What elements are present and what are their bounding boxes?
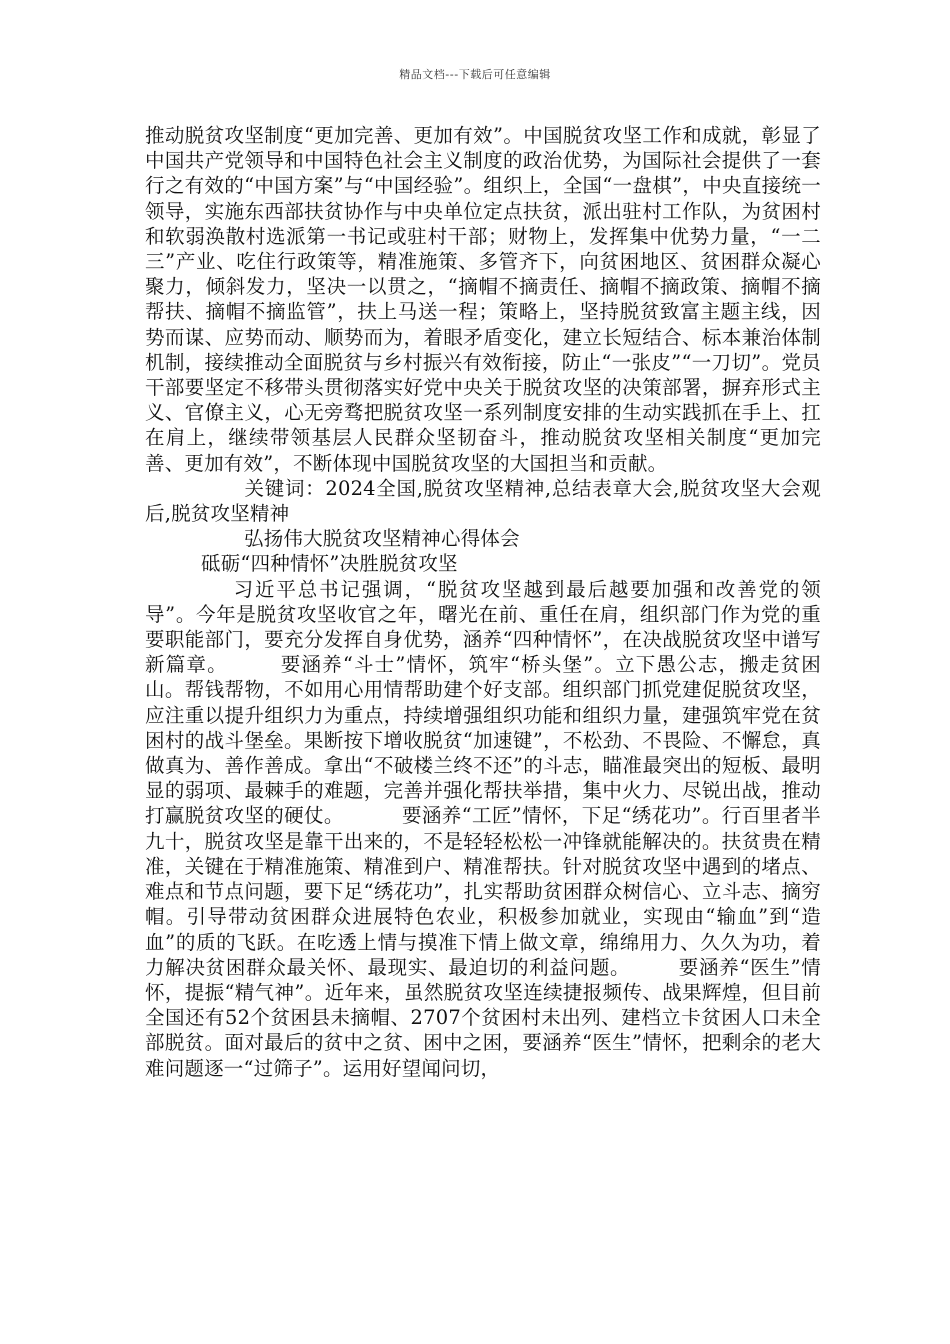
keywords-line: 关键词：2024全国,脱贫攻坚精神,总结表章大会,脱贫攻坚大会观后,脱贫攻坚精神 <box>145 476 821 526</box>
page-header: 精品文档---下载后可任意编辑 <box>399 68 551 81</box>
paragraph-intro: 推动脱贫攻坚制度“更加完善、更加有效”。中国脱贫攻坚工作和成就，彰显了中国共产党领导和中国特色社会主义制度的政治优势，为国际社会提供了一套行之有效的“中国方案”与“中国经验”。组织上，全国“一盘棋”，中央直接统一领导，实施东西部扶贫协作与中央单位定点扶贫，派出驻村工作队，为贫困村和软弱涣散村选派第一书记或驻村干部；财物上，发挥集中优势力量，“一二三”产业、吃住行政策等，精准施策、多管齐下，向贫困地区、贫困群众凝心聚力，倾斜发力，坚决一以贯之，“摘帽不摘责任、摘帽不摘政策、摘帽不摘帮扶、摘帽不摘监管”，扶上马送一程；策略上，坚持脱贫致富主题主线，因势而谋、应势而动、顺势而为，着眼矛盾变化，建立长短结合、标本兼治体制机制，接续推动全面脱贫与乡村振兴有效衔接，防止“一张皮”“一刀切”。党员干部要坚定不移带头贯彻落实好党中央关于脱贫攻坚的决策部署，摒弃形式主义、官僚主义，心无旁骛把脱贫攻坚一系列制度安排的生动实践抓在手上、扛在肩上，继续带领基层人民群众坚韧奋斗，推动脱贫攻坚相关制度“更加完善、更加有效”，不断体现中国脱贫攻坚的大国担当和贡献。 <box>145 124 821 475</box>
paragraph-fighter: 要涵养“斗士”情怀，筑牢“桥头堡”。立下愚公志，搬走贫困山。帮钱帮物，不如用心用情帮助建个好支部。组织部门抓党建促脱贫攻坚，应注重以提升组织力为重点，持续增强组织功能和组织力量，建强筑牢党在贫困村的战斗堡垒。果断按下增收脱贫“加速键”，不松劲、不畏险、不懈怠，真做真为、善作善成。拿出“不破楼兰终不还”的斗志，瞄准最突出的短板、最明显的弱项、最棘手的难题，完善并强化帮扶举措，集中火力、尽锐出战，推动打赢脱贫攻坚的硬仗。 <box>145 653 821 828</box>
article-title: 弘扬伟大脱贫攻坚精神心得体会 <box>244 527 520 551</box>
paragraph-lead: 习近平总书记强调，“脱贫攻坚越到最后越要加强和改善党的领导”。今年是脱贫攻坚收官之年，曙光在前、重任在肩，组织部门作为党的重要职能部门，要充分发挥自身优势，涵养“四种情怀”，在决战脱贫攻坚中谱写新篇章。 <box>145 577 821 677</box>
paragraph-craftsman: 要涵养“工匠”情怀，下足“绣花功”。行百里者半九十，脱贫攻坚是靠干出来的，不是轻轻松松一冲锋就能解决的。扶贫贵在精准，关键在于精准施策、精准到户、精准帮扶。针对脱贫攻坚中遇到的堵点、难点和节点问题，要下足“绣花功”，扎实帮助贫困群众树信心、立斗志、摘穷帽。引导带动贫困群众进展特色农业，积极参加就业，实现由“输血”到“造血”的质的飞跃。在吃透上情与摸准下情上做文章，绵绵用力、久久为功，着力解决贫困群众最关怀、最现实、最迫切的利益问题。 <box>145 804 821 979</box>
body-text <box>145 123 821 1081</box>
paragraph-doctor: 要涵养“医生”情怀，提振“精气神”。近年来，虽然脱贫攻坚连续捷报频传、战果辉煌，但目前全国还有52个贫困县未摘帽、2707个贫困村未出列、建档立卡贫困人口未全部脱贫。面对最后的贫中之贫、困中之困，要涵养“医生”情怀，把剩余的老大难问题逐一“过筛子”。运用好望闻问切， <box>145 955 821 1080</box>
article-subtitle: 砥砺“四种情怀”决胜脱贫攻坚 <box>201 552 458 576</box>
document-body <box>145 123 821 1081</box>
